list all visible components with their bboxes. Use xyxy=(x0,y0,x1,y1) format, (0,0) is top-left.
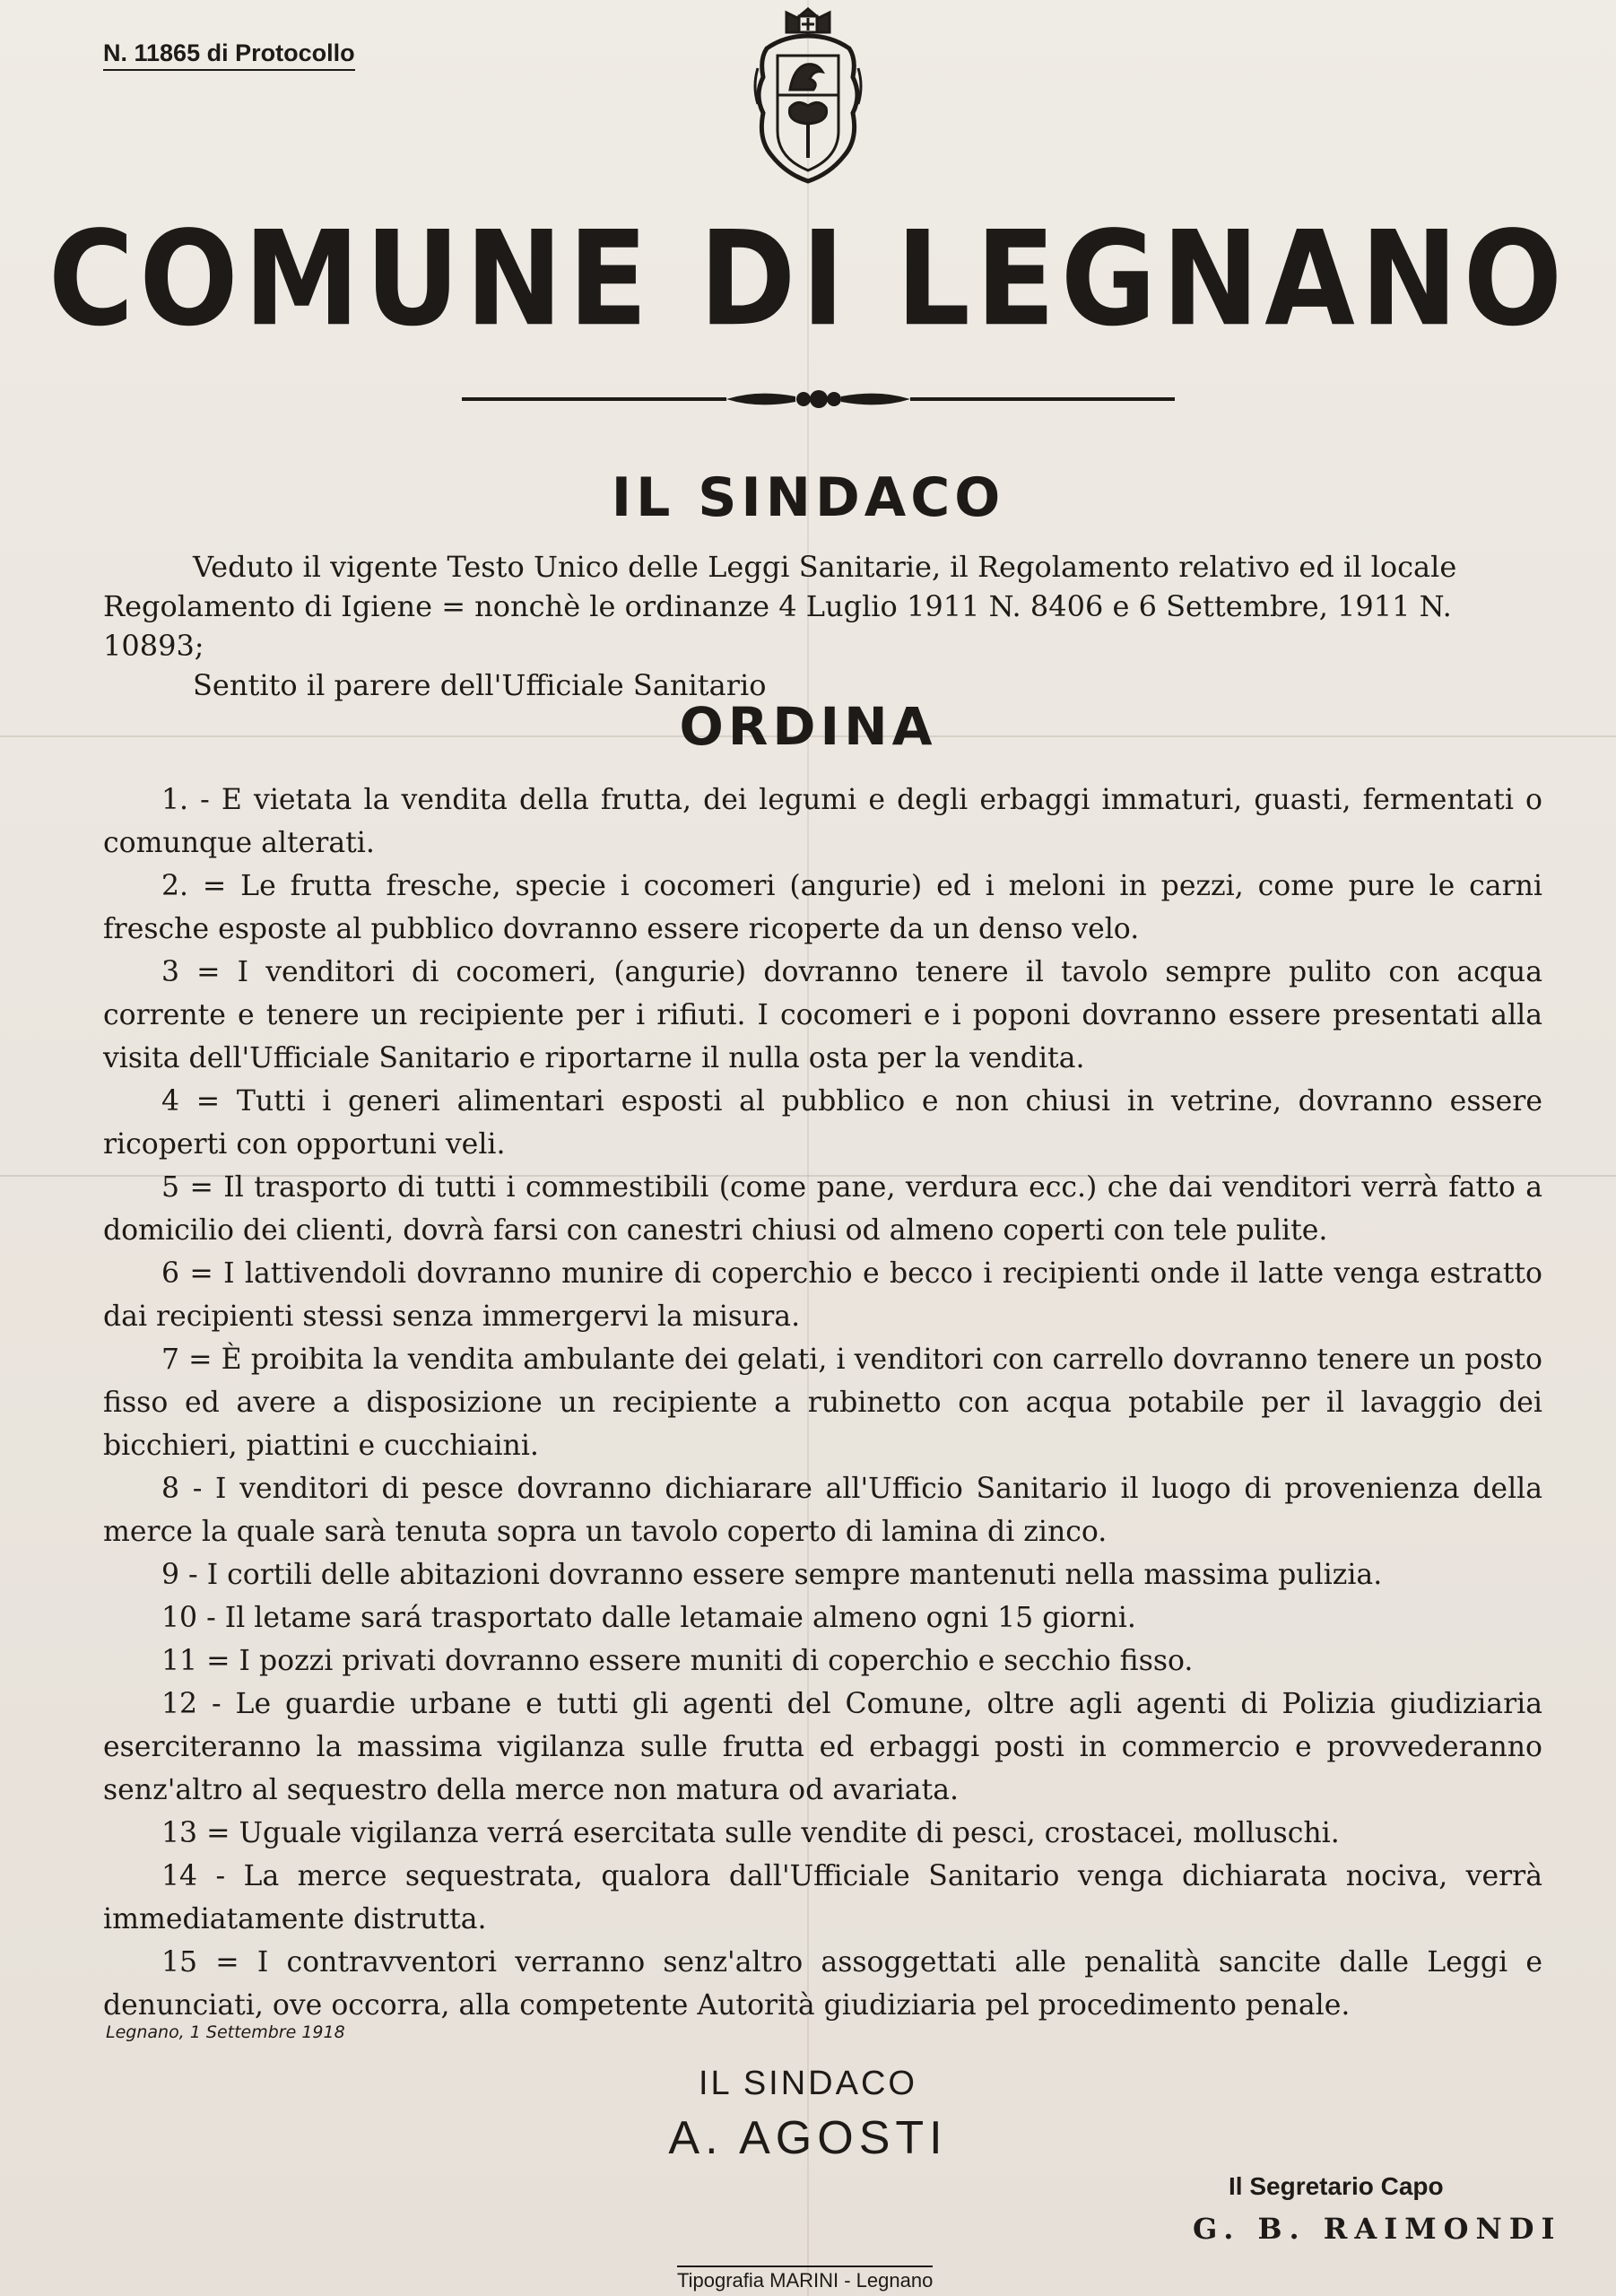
intro-paragraph: Veduto il vigente Testo Unico delle Leggi Sanitarie, il Regolamento relativo ed il locale Regolamento di Igiene = nonchè le ordinanze 4 Luglio 1911 N. 8406 e 6 Settembre, 1911 N. 10893; xyxy=(103,550,1457,663)
ordinance-item: 3 = I venditori di cocomeri, (angurie) dovranno tenere il tavolo sempre pulito con acqua corrente e tenere un recipiente per i rifiuti. I cocomeri e i poponi dovranno essere presentati alla visita dell'Ufficiale Sanitario e riportarne il nulla osta per la vendita. xyxy=(103,956,1542,1074)
secretary-name: G. B. RAIMONDI xyxy=(1193,2212,1562,2246)
place-date: Legnano, 1 Settembre 1918 xyxy=(106,2022,345,2042)
ordinance-item: 6 = I lattivendoli dovranno munire di coperchio e becco i recipienti onde il latte venga estratto dai recipienti stessi senza immergervi la misura. xyxy=(103,1257,1542,1333)
protocol-number: N. 11865 di Protocollo xyxy=(103,39,355,71)
ordinance-item: 8 - I venditori di pesce dovranno dichiarare all'Ufficio Sanitario il luogo di provenienza della merce la quale sarà tenuta sopra un tavolo coperto di lamina di zinco. xyxy=(103,1473,1542,1548)
ordinance-item: 13 = Uguale vigilanza verrá esercitata sulle vendite di pesci, crostacei, molluschi. xyxy=(161,1817,1340,1849)
signature-name: A. AGOSTI xyxy=(668,2112,948,2164)
ordinance-item: 10 - Il letame sará trasportato dalle letamaie almeno ogni 15 giorni. xyxy=(161,1602,1136,1634)
ordinance-item: 4 = Tutti i generi alimentari esposti al pubblico e non chiusi in vetrine, dovranno essere ricoperti con opportuni veli. xyxy=(103,1085,1542,1161)
ordinance-item: 7 = È proibita la vendita ambulante dei gelati, i venditori con carrello dovranno tenere un posto fisso ed avere a disposizione un recipiente a rubinetto con acqua potabile per il lavaggio dei bicchieri, piattini e cucchiaini. xyxy=(103,1344,1542,1462)
coat-of-arms-icon xyxy=(751,5,865,185)
ordinance-item: 2. = Le frutta fresche, specie i cocomeri (angurie) ed i meloni in pezzi, come pure le carni fresche esposte al pubblico dovranno essere ricoperte da un denso velo. xyxy=(103,870,1542,945)
secretary-title: Il Segretario Capo xyxy=(1229,2172,1444,2200)
ordinance-list xyxy=(103,778,1542,2027)
page-title: COMUNE DI LEGNANO xyxy=(48,202,1568,355)
ornament-divider-icon xyxy=(462,377,1175,422)
intro-text xyxy=(103,547,1542,705)
ordinance-item: 14 - La merce sequestrata, qualora dall'Ufficiale Sanitario venga dichiarata nociva, verrà immediatamente distrutta. xyxy=(103,1860,1542,1935)
ordinance-item: 11 = I pozzi privati dovranno essere muniti di coperchio e secchio fisso. xyxy=(161,1645,1194,1677)
ordinance-item: 5 = Il trasporto di tutti i commestibili (come pane, verdura ecc.) che dai venditori verrà fatto a domicilio dei clienti, dovrà farsi con canestri chiusi od almeno coperti con tele pulite. xyxy=(103,1171,1542,1247)
printer-credit: Tipografia MARINI - Legnano xyxy=(677,2266,933,2292)
ordinance-item: 9 - I cortili delle abitazioni dovranno essere sempre mantenuti nella massima pulizia. xyxy=(161,1559,1383,1591)
ordinance-item: 15 = I contravventori verranno senz'altro assoggettati alle penalità sancite dalle Leggi e denunciati, ove occorra, alla competente Autorità giudiziaria pel procedimento penale. xyxy=(103,1946,1542,2022)
intro-paragraph: Sentito il parere dell'Ufficiale Sanitario xyxy=(193,668,767,702)
ordinance-item: 12 - Le guardie urbane e tutti gli agenti del Comune, oltre agli agenti di Polizia giudiziaria eserciteranno la massima vigilanza sulle frutta ed erbaggi posti in commercio e provvederanno senz'altro al sequestro della merce non matura od avariata. xyxy=(103,1688,1542,1806)
ordina-heading: ORDINA xyxy=(679,696,937,757)
ordinance-item: 1. - E vietata la vendita della frutta, dei legumi e degli erbaggi immaturi, guasti, fermentati o comunque alterati. xyxy=(103,784,1542,859)
signature-title: IL SINDACO xyxy=(699,2065,917,2102)
sindaco-heading: IL SINDACO xyxy=(611,466,1005,529)
